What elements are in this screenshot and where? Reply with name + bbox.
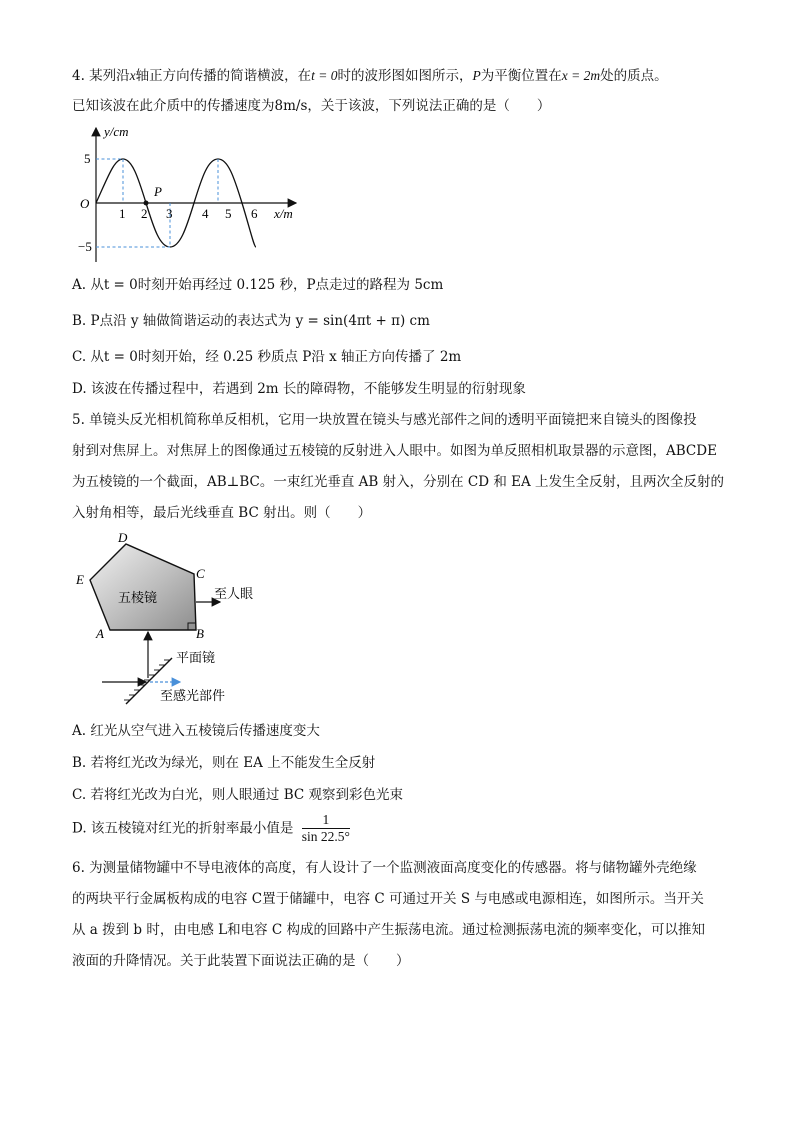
y-axis-label: y/cm (104, 124, 129, 139)
q4-option-a[interactable]: A. 从t = 0时刻开始再经过 0.125 秒，P点走过的路程为 5cm (72, 277, 444, 293)
q4-option-d[interactable]: D. 该波在传播过程中，若遇到 2m 长的障碍物，不能够发生明显的衍射现象 (72, 381, 526, 397)
fraction-numerator: 1 (302, 812, 350, 829)
q5-stem-line3: 为五棱镜的一个截面，AB⊥BC。一束红光垂直 AB 射入，分别在 CD 和 EA 上发生全反射，且两次全反射的 (72, 474, 725, 490)
q6-stem-line4: 液面的升降情况。关于此装置下面说法正确的是（ ） (72, 953, 410, 969)
y-tick-5: 5 (84, 151, 91, 166)
x-tick-3: 3 (166, 206, 173, 221)
to-sensor-label: 至感光部件 (160, 688, 226, 703)
point-p-dot (144, 201, 149, 206)
q4-option-c[interactable]: C. 从t = 0时刻开始，经 0.25 秒质点 P沿 x 轴正方向传播了 2m (72, 349, 462, 365)
q5-stem-line2: 射到对焦屏上。对焦屏上的图像通过五棱镜的反射进入人眼中。如图为单反照相机取景器的示意图，ABCDE (72, 443, 717, 459)
q5-option-b[interactable]: B. 若将红光改为绿光，则在 EA 上不能发生全反射 (72, 755, 376, 771)
vertex-b: B (196, 626, 204, 641)
x-tick-4: 4 (202, 206, 209, 221)
x-tick-6: 6 (251, 206, 258, 221)
to-eye-label: 至人眼 (214, 586, 254, 601)
vertex-d: D (118, 530, 128, 545)
q5-option-d[interactable] (72, 812, 350, 845)
fraction-denominator: sin 22.5° (301, 829, 350, 844)
y-tick-neg5: −5 (78, 239, 92, 254)
x-tick-2: 2 (141, 206, 148, 221)
q5-stem-line1: 5. 单镜头反光相机简称单反相机，它用一块放置在镜头与感光部件之间的透明平面镜把来自镜头的图像投 (72, 412, 697, 428)
prism-label: 五棱镜 (118, 590, 158, 605)
x-axis-label: x/m (274, 206, 293, 221)
vertex-c: C (196, 566, 205, 581)
x-tick-1: 1 (119, 206, 126, 221)
pentaprism (90, 544, 196, 630)
q4-option-b[interactable]: B. P点沿 y 轴做简谐运动的表达式为 y = sin(4πt + π) cm (72, 313, 430, 329)
point-p-label: P (154, 184, 162, 199)
wave-graph (78, 122, 308, 267)
q5-option-c[interactable]: C. 若将红光改为白光，则人眼通过 BC 观察到彩色光束 (72, 787, 404, 803)
origin-label: O (80, 196, 90, 211)
q4-stem-line2: 已知该波在此介质中的传播速度为8m/s，关于该波，下列说法正确的是（ ） (72, 98, 551, 114)
prism-diagram (70, 528, 280, 713)
q5-stem-line4: 入射角相等，最后光线垂直 BC 射出。则（ ） (72, 505, 372, 521)
mirror-label: 平面镜 (176, 650, 216, 665)
q5-option-a[interactable]: A. 红光从空气进入五棱镜后传播速度变大 (72, 723, 320, 739)
q6-stem-line2: 的两块平行金属板构成的电容 C置于储罐中，电容 C 可通过开关 S 与电感或电源相连，如图所示。当开关 (72, 891, 704, 907)
q5-option-d-prefix: D. 该五棱镜对红光的折射率最小值是 (72, 820, 294, 837)
q6-stem-line3: 从 a 拨到 b 时，由电感 L和电容 C 构成的回路中产生振荡电流。通过检测振荡电流的频率变化，可以推知 (72, 922, 706, 938)
x-tick-5: 5 (225, 206, 232, 221)
q5-option-d-fraction (302, 812, 350, 845)
vertex-e: E (76, 572, 84, 587)
q6-stem-line1: 6. 为测量储物罐中不导电液体的高度，有人设计了一个监测液面高度变化的传感器。将与储物罐外壳绝缘 (72, 860, 697, 876)
vertex-a: A (96, 626, 104, 641)
q4-stem-line1: 4. 某列沿x轴正方向传播的简谐横波，在t = 0时的波形图如图所示，P为平衡位置在x = 2m处的质点。 (72, 68, 668, 84)
